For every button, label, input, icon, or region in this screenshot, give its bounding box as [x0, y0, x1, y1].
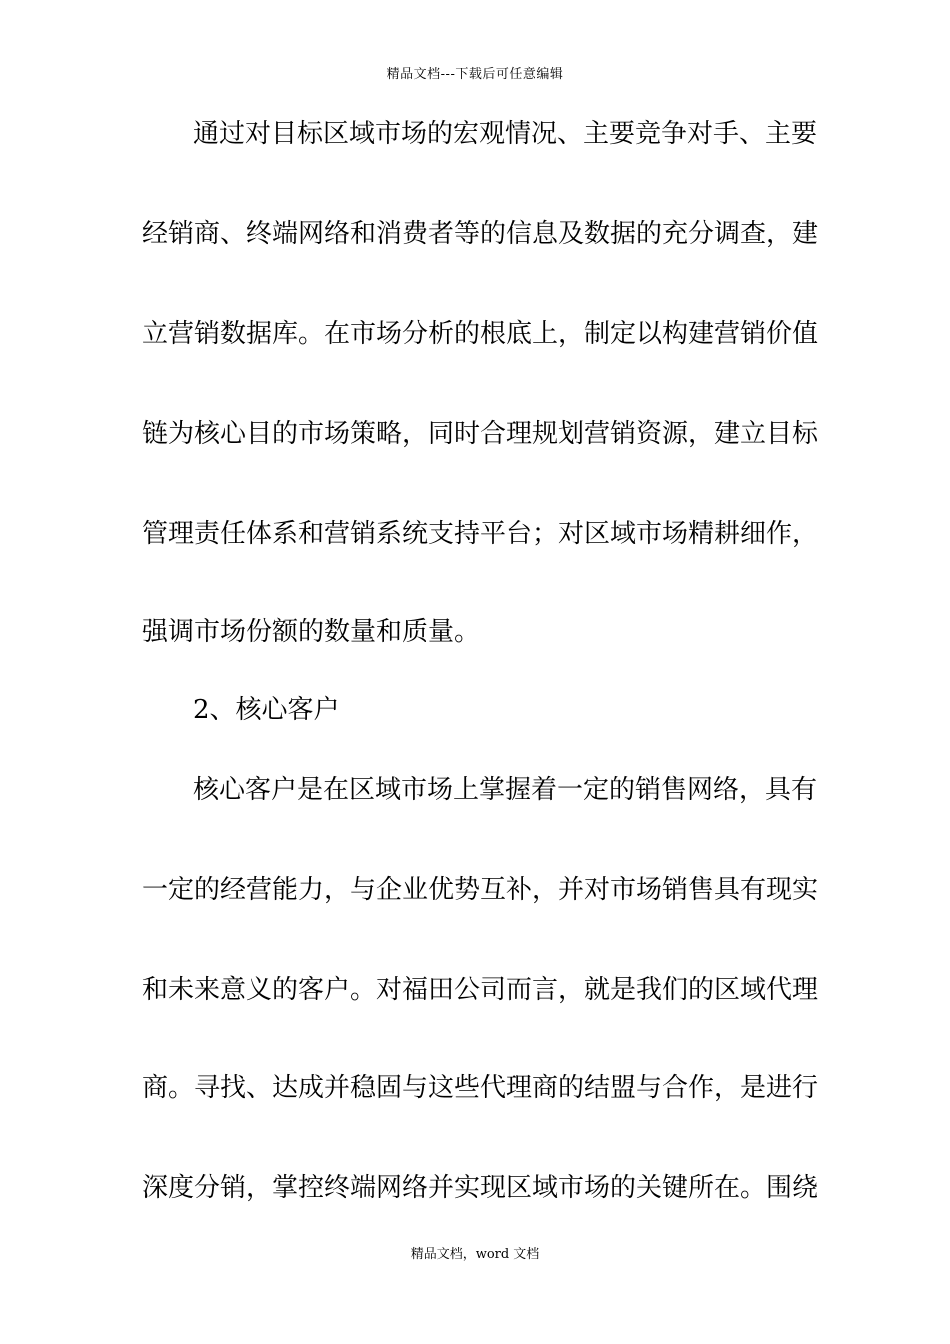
paragraph-line: 立营销数据库。在市场分析的根底上，制定以构建营销价值	[142, 319, 819, 349]
page-footer: 精品文档，word 文档	[410, 1247, 540, 1262]
paragraph-line: 通过对目标区域市场的宏观情况、主要竞争对手、主要	[193, 119, 818, 149]
section-heading: 2、核心客户	[193, 695, 340, 725]
paragraph-line: 一定的经营能力，与企业优势互补，并对市场销售具有现实	[142, 875, 819, 905]
paragraph-line: 深度分销，掌控终端网络并实现区域市场的关键所在。围绕	[142, 1173, 819, 1203]
paragraph-line: 强调市场份额的数量和质量。	[142, 617, 481, 647]
paragraph-line: 管理责任体系和营销系统支持平台；对区域市场精耕细作，	[142, 519, 819, 549]
paragraph-line: 和未来意义的客户。对福田公司而言，就是我们的区域代理	[142, 975, 819, 1005]
paragraph-line: 经销商、终端网络和消费者等的信息及数据的充分调查，建	[142, 219, 819, 249]
paragraph-line: 核心客户是在区域市场上掌握着一定的销售网络，具有	[193, 775, 818, 805]
page-header: 精品文档---下载后可任意编辑	[386, 67, 564, 82]
paragraph-line: 商。寻找、达成并稳固与这些代理商的结盟与合作，是进行	[142, 1073, 819, 1103]
paragraph-line: 链为核心目的市场策略，同时合理规划营销资源，建立目标	[142, 419, 819, 449]
